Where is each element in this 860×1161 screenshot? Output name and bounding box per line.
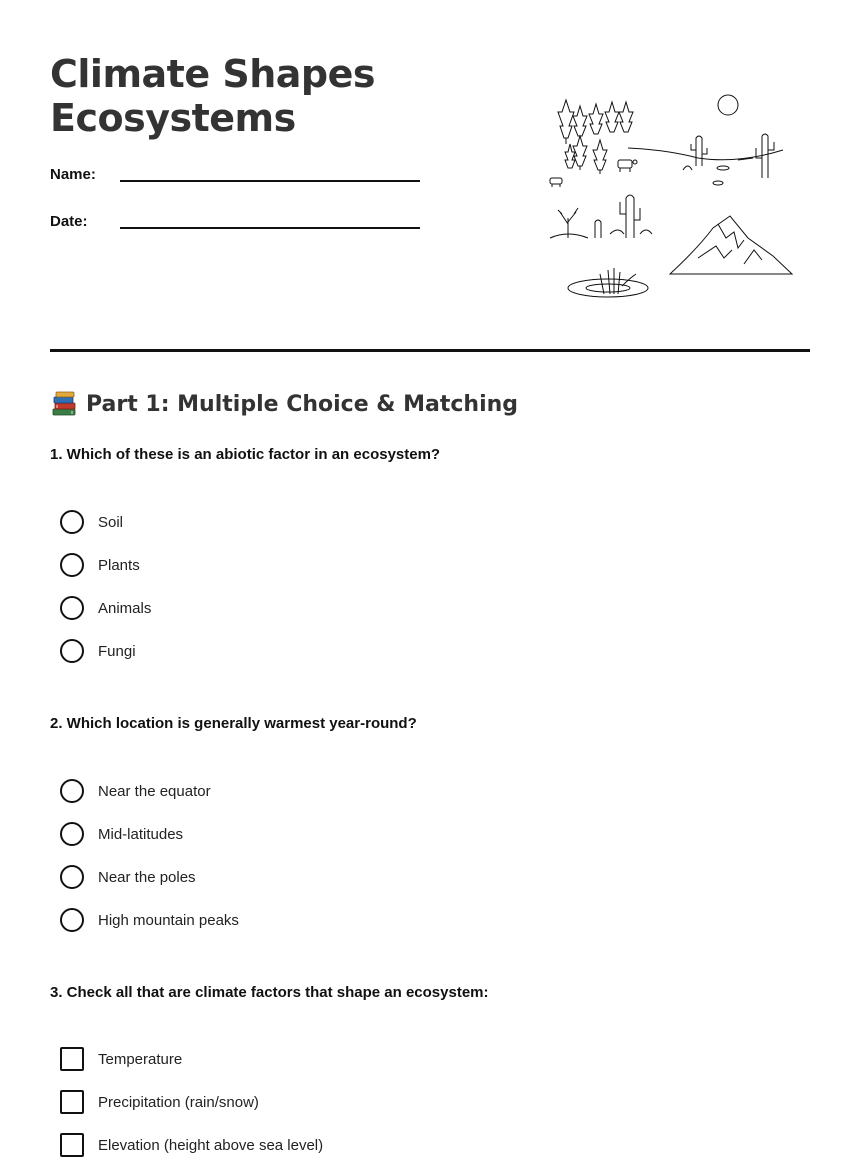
checkbox[interactable] [60,1090,84,1114]
option-label: Animals [98,599,152,617]
desert-plants-icon [550,195,652,238]
section-divider [50,349,810,352]
q1-option-plants[interactable] [60,552,460,578]
radio-button[interactable] [60,639,84,663]
q3-option-precipitation[interactable] [60,1089,460,1115]
option-label: Mid-latitudes [98,825,184,843]
radio-button[interactable] [60,779,84,803]
question-3: 3. Check all that are climate factors that shape an ecosystem: [50,984,489,1001]
part1-heading [50,389,518,419]
books-icon [50,390,78,418]
animal-icon [550,160,637,187]
q2-option-poles[interactable] [60,864,460,890]
radio-button[interactable] [60,865,84,889]
radio-button[interactable] [60,510,84,534]
radio-button[interactable] [60,908,84,932]
option-label: Soil [98,513,124,531]
pond-icon [568,268,648,297]
q1-option-soil[interactable] [60,509,460,535]
option-label: Precipitation (rain/snow) [98,1093,259,1111]
date-field[interactable] [50,213,420,237]
radio-button[interactable] [60,596,84,620]
forest-icon [558,100,633,174]
q1-option-fungi[interactable] [60,638,460,664]
date-line[interactable] [120,227,420,229]
date-label: Date: [50,213,88,230]
sun-icon [718,95,738,115]
option-label: High mountain peaks [98,911,239,929]
radio-button[interactable] [60,553,84,577]
mountain-icon [670,216,792,274]
name-line[interactable] [120,180,420,182]
q3-option-elevation[interactable] [60,1132,460,1158]
option-label: Elevation (height above sea level) [98,1136,324,1154]
option-label: Near the equator [98,782,211,800]
worksheet-title: Climate Shapes Ecosystems [50,52,375,140]
option-label: Temperature [98,1050,183,1068]
checkbox[interactable] [60,1133,84,1157]
ecosystems-illustration [548,88,798,303]
option-label: Fungi [98,642,136,660]
name-field[interactable] [50,166,420,190]
checkbox[interactable] [60,1047,84,1071]
question-2: 2. Which location is generally warmest year-round? [50,715,417,732]
q1-option-animals[interactable] [60,595,460,621]
radio-button[interactable] [60,822,84,846]
name-label: Name: [50,166,96,183]
q3-option-temperature[interactable] [60,1046,460,1072]
option-label: Near the poles [98,868,196,886]
part1-title: Part 1: Multiple Choice & Matching [86,391,519,417]
question-1: 1. Which of these is an abiotic factor in an ecosystem? [50,446,441,463]
q2-option-mountain-peaks[interactable] [60,907,460,933]
q2-option-equator[interactable] [60,778,460,804]
option-label: Plants [98,556,140,574]
q2-option-mid-latitudes[interactable] [60,821,460,847]
